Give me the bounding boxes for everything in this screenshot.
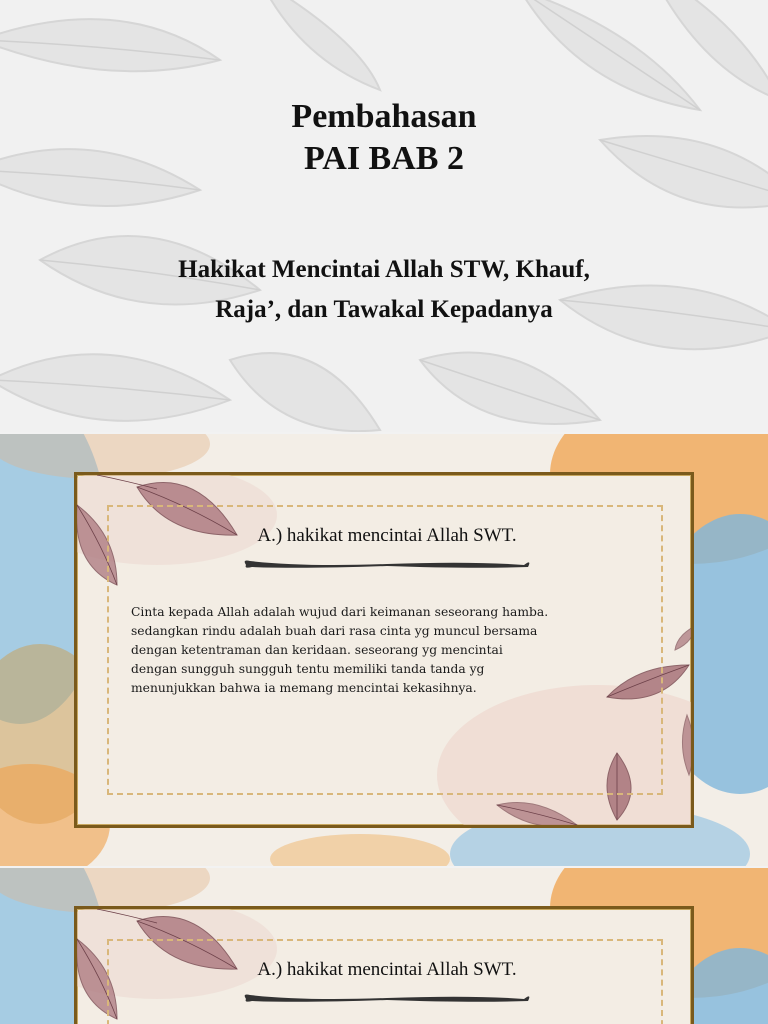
content-slide-2 bbox=[0, 868, 768, 1024]
title-slide bbox=[0, 0, 768, 432]
card-heading: A.) hakikat mencintai Allah SWT. bbox=[257, 525, 517, 546]
title-line-2: PAI BAB 2 bbox=[304, 140, 464, 177]
content-card bbox=[74, 906, 694, 1024]
slide-subtitle bbox=[0, 250, 768, 330]
content-slide-1 bbox=[0, 434, 768, 866]
subtitle-line-2: Raja’, dan Tawakal Kepadanya bbox=[215, 296, 553, 323]
content-card bbox=[74, 472, 694, 828]
subtitle-line-1: Hakikat Mencintai Allah STW, Khauf, bbox=[178, 256, 590, 283]
ornamental-divider bbox=[242, 991, 532, 1005]
ornamental-divider bbox=[242, 557, 532, 571]
slide-title bbox=[0, 96, 768, 180]
title-line-1: Pembahasan bbox=[291, 98, 477, 135]
card-body-text: Cinta kepada Allah adalah wujud dari keimanan seseorang hamba. sedangkan rindu adalah buah dari rasa cinta yg muncul bersama dengan ketentraman dan keridaan. seseorang yg mencintai dengan sungguh sungguh tentu memiliki tanda tanda yg menunjukkan bahwa ia memang mencintai kekasihnya. bbox=[131, 605, 549, 695]
card-heading: A.) hakikat mencintai Allah SWT. bbox=[257, 959, 517, 980]
leaf-pattern-background bbox=[0, 0, 768, 432]
dashed-frame bbox=[107, 939, 663, 1024]
